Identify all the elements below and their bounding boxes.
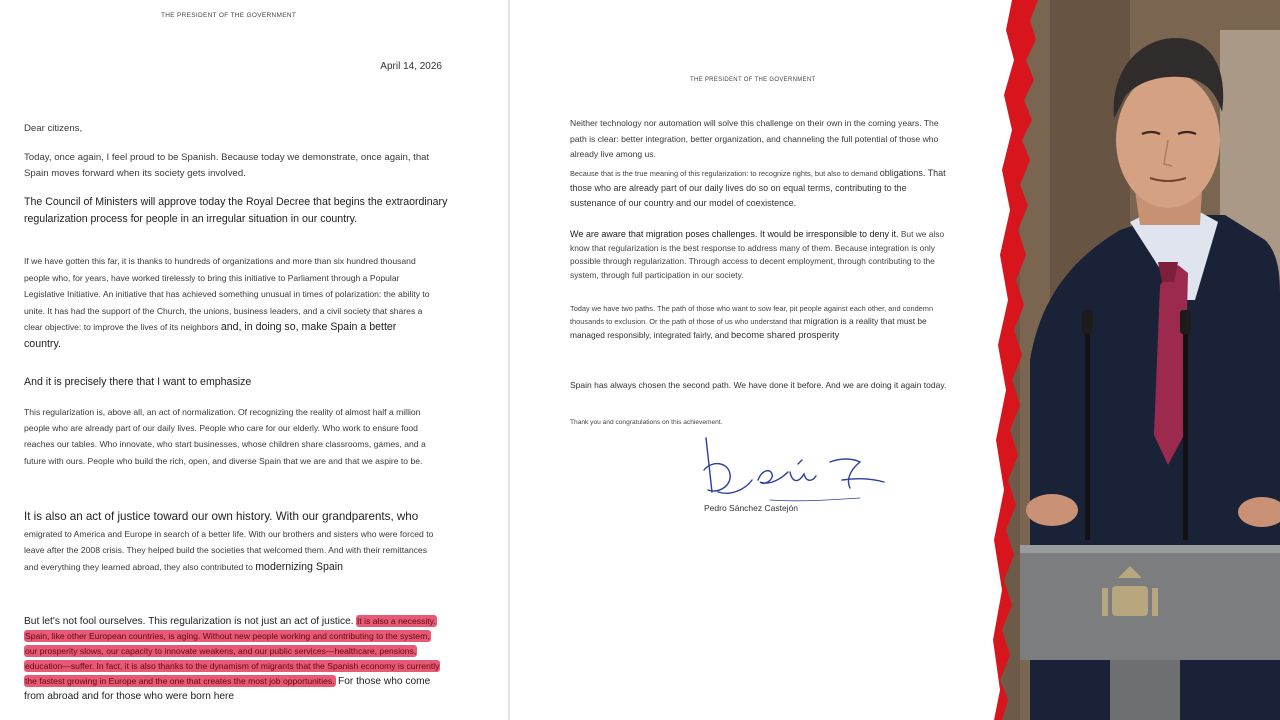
paragraph-pride: Today, once again, I feel proud to be Spanish. Because today we demonstrate, once again, that Spain moves forward when its society gets involved.: [24, 152, 430, 179]
letter-date: April 14, 2026: [380, 61, 442, 72]
paragraph-justice-start: It is also an act of justice toward our own history. With our grandparents, who: [24, 510, 419, 523]
paragraph-two-paths-mid: migration is a reality that must be managed responsibly, integrated fairly, and: [570, 316, 927, 340]
paragraph-justice-end: modernizing Spain: [255, 560, 343, 573]
paragraph-necessity-start: But let's not fool ourselves. This regularization is not just an act of justice.: [24, 616, 354, 627]
letter-page-left: [0, 0, 508, 720]
paragraph-thanks-end: and, in doing so, make Spain a better country.: [24, 321, 397, 350]
letterhead-right: THE PRESIDENT OF THE GOVERNMENT: [690, 77, 816, 83]
paragraph-two-paths: [570, 302, 954, 342]
paragraph-necessity-end: For those who come from abroad and for those who were born here: [24, 676, 431, 703]
paragraph-normalization: This regularization is, above all, an act of normalization. Of recognizing the reality of almost half a million people who are already part of our daily lives. People who care for our elderly. Who work to ensure food reaches our tables. Who innovate, who start businesses, whose children share classrooms, games, and a future with ours. People who build the rich, open, and diverse Spain that we are and that we aspire to be.: [24, 407, 426, 466]
president-photo: [990, 0, 1280, 720]
paragraph-obligations-end: obligations. That those who are already part of our daily lives do so on equal terms, contributing to the sustenance of our country and our model of coexistence.: [570, 168, 946, 208]
paragraph-technology: Neither technology nor automation will solve this challenge on their own in the coming years. The path is clear: better integration, better organization, and channeling the full potential of those who already live among us.: [570, 118, 939, 159]
signature: [700, 430, 900, 510]
paragraph-challenges: [570, 228, 954, 282]
letterhead: THE PRESIDENT OF THE GOVERNMENT: [161, 12, 297, 19]
paragraph-thanks-closing: Thank you and congratulations on this achievement.: [570, 419, 723, 426]
paragraph-obligations: [570, 166, 954, 211]
paragraph-second-path: Spain has always chosen the second path. We have done it before. And we are doing it again today.: [570, 380, 947, 390]
paragraph-necessity: [24, 614, 444, 705]
paragraph-thanks-text: If we have gotten this far, it is thanks to hundreds of organizations and more than six hundred thousand people who, for years, have worked tirelessly to bring this initiative to Parliament through a Popular Legislative Initiative. An initiative that has achieved something unusual in times of polarization: the ability to unite. It has had the support of the Church, the unions, business leaders, and a civil society that shares a clear objective: to improve the lives of its neighbors: [24, 256, 430, 332]
paragraph-obligations-start: Because that is the true meaning of this regularization: to recognize rights, but also to demand: [570, 169, 878, 178]
letter-page-right: [510, 0, 1000, 720]
paragraph-justice-middle: emigrated to America and Europe in search of a better life. With our brothers and sisters who were forced to leave after the 2008 crisis. They helped build the societies that welcomed them. And with their remittances and everything they learned abroad, they also contributed to: [24, 528, 434, 572]
greeting: Dear citizens,: [24, 123, 83, 134]
paragraph-royal-decree: The Council of Ministers will approve today the Royal Decree that begins the extraordinary regularization process for people in an irregular situation in our country.: [24, 196, 448, 225]
paragraph-thanks: [24, 253, 436, 352]
paragraph-challenges-start: We are aware that migration poses challenges. It would be irresponsible to deny it.: [570, 229, 899, 239]
signer-name: Pedro Sánchez Castejón: [704, 503, 799, 513]
paragraph-challenges-end: But we also know that regularization is the best response to address many of them. Because integration is only possible through regularization. Through access to decent employment, through contributing to the system, through full participation in our society.: [570, 229, 945, 280]
paragraph-emphasize: And it is precisely there that I want to emphasize: [24, 376, 252, 388]
highlighted-passage: It is also a necessity. Spain, like other European countries, is aging. Without new people working and contributing to the system, our prosperity slows, our capacity to innovate weakens, and our public services—healthcare, pensions, education—suffer. In fact, it is also thanks to the dynamism of migrants that the Spanish economy is currently the fastest growing in Europe and the one that creates the most job opportunities.: [25, 616, 440, 687]
paragraph-two-paths-end: become shared prosperity: [730, 329, 840, 340]
paragraph-two-paths-text: Today we have two paths. The path of those who want to sow fear, pit people against each other, and condemn thousands to exclusion. Or the path of those of us who understand that: [570, 304, 934, 326]
paragraph-justice: [24, 509, 442, 575]
